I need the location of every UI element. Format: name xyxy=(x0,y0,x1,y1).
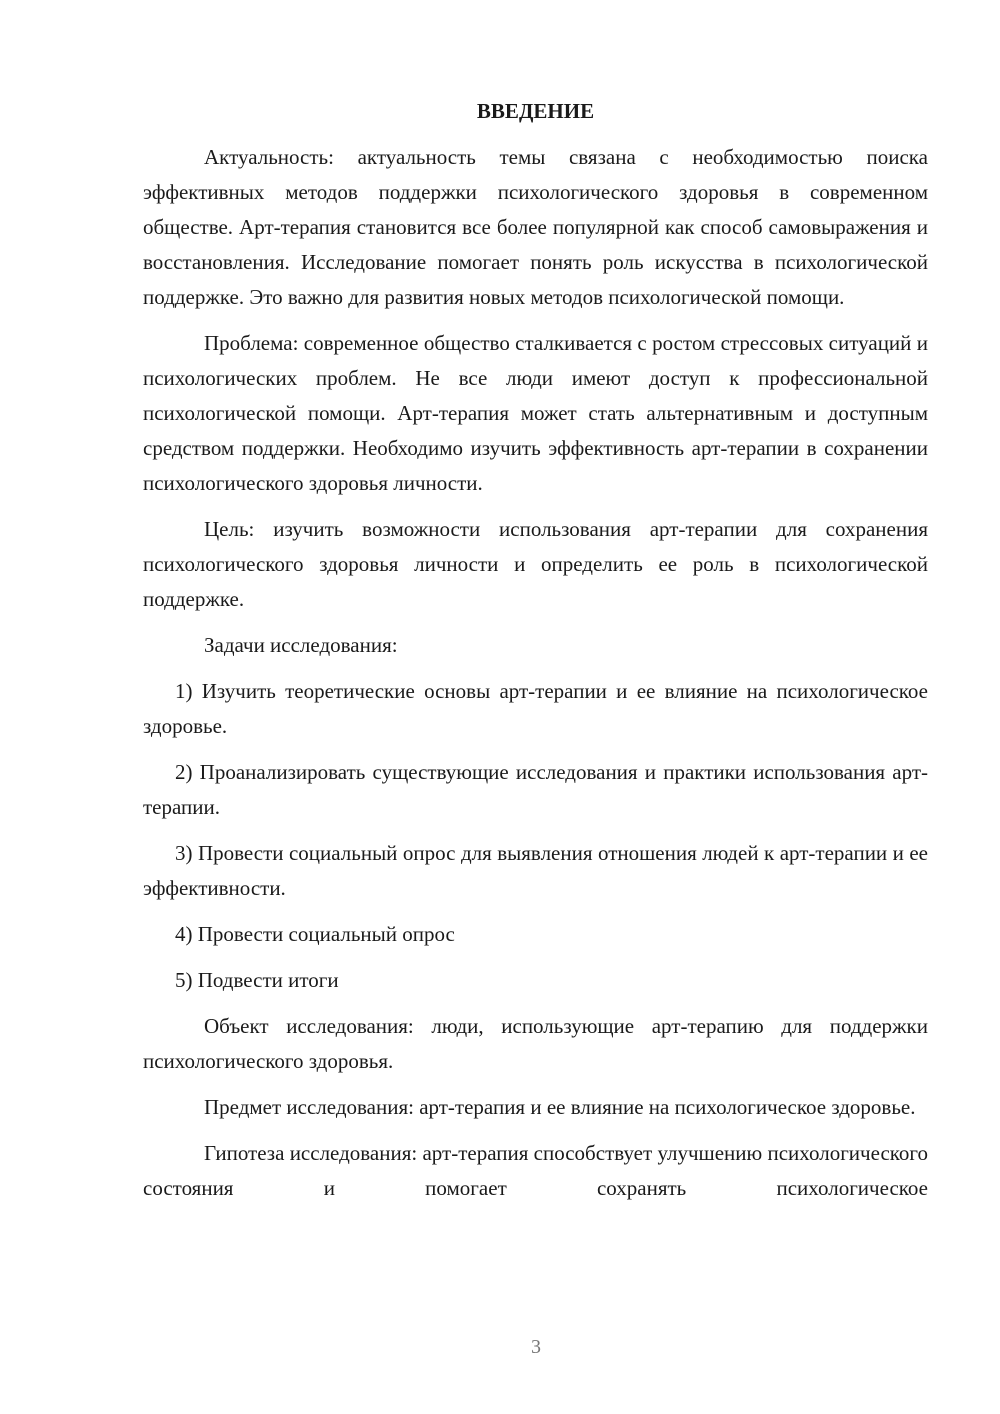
paragraph-tasks-heading: Задачи исследования: xyxy=(204,633,398,657)
page-number: 3 xyxy=(531,1336,541,1358)
paragraph-goal: Цель: изучить возможности использования арт-терапии для сохранения психологического здоровья личности и определить ее роль в психологической поддержке. xyxy=(143,517,928,611)
section-heading: ВВЕДЕНИЕ xyxy=(476,99,595,123)
list-item-task-3: 3) Провести социальный опрос для выявления отношения людей к арт-терапии и ее эффективности. xyxy=(143,841,928,900)
paragraph-problem: Проблема: современное общество сталкивается с ростом стрессовых ситуаций и психологических проблем. Не все люди имеют доступ к профессиональной психологической помощи. Арт-терапия может стать альтернативным и доступным средством поддержки. Необходимо изучить эффективность арт-терапии в сохранении психологического здоровья личности. xyxy=(143,331,928,495)
list-item-task-4: 4) Провести социальный опрос xyxy=(175,922,455,946)
page-content xyxy=(143,94,928,1217)
paragraph-object: Объект исследования: люди, использующие арт-терапию для поддержки психологического здоровья. xyxy=(143,1014,928,1073)
list-item-task-1: 1) Изучить теоретические основы арт-терапии и ее влияние на психологическое здоровье. xyxy=(143,679,928,738)
list-item-task-5: 5) Подвести итоги xyxy=(175,968,339,992)
paragraph-relevance: Актуальность: актуальность темы связана с необходимостью поиска эффективных методов поддержки психологического здоровья в современном обществе. Арт-терапия становится все более популярной как способ самовыражения и восстановления. Исследование помогает понять роль искусства в психологической поддержке. Это важно для развития новых методов психологической помощи. xyxy=(143,145,928,309)
paragraph-subject: Предмет исследования: арт-терапия и ее влияние на психологическое здоровье. xyxy=(204,1095,916,1119)
list-item-task-2: 2) Проанализировать существующие исследования и практики использования арт-терапии. xyxy=(143,760,928,819)
paragraph-hypothesis: Гипотеза исследования: арт-терапия способствует улучшению психологического состояния и помогает сохранять психологическое xyxy=(143,1141,928,1200)
